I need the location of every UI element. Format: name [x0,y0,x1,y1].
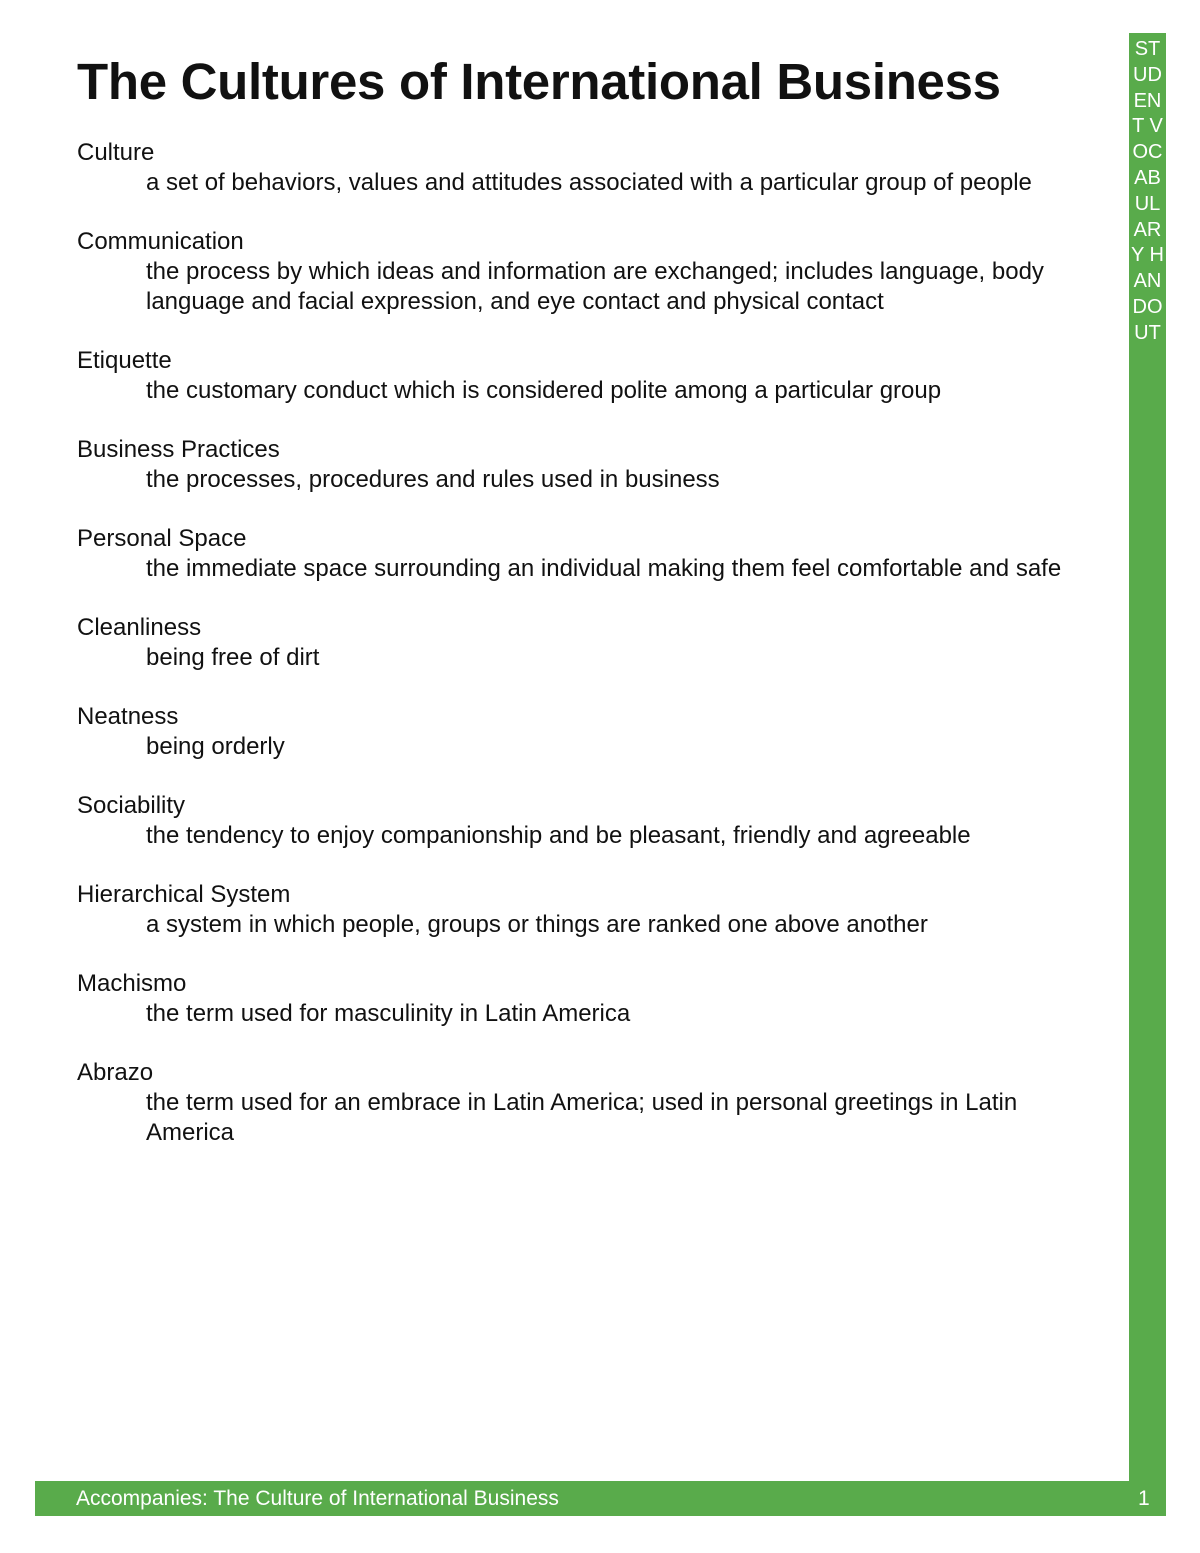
footer-text: Accompanies: The Culture of International Business [76,1487,559,1510]
vocab-entry [77,1058,1107,1148]
vocab-term: Machismo [77,970,187,997]
vocab-entry [77,880,1107,940]
vocab-term: Business Practices [77,436,280,463]
vocab-definition: the processes, procedures and rules used in business [146,466,720,493]
vocab-definition: the customary conduct which is considered polite among a particular group [146,377,942,404]
vocab-definition: the term used for masculinity in Latin America [146,1000,631,1027]
vocab-entry [77,346,1107,406]
vocab-definition: being orderly [146,733,285,760]
page-number: 1 [1138,1487,1150,1510]
vocab-term: Etiquette [77,347,172,374]
page-title: The Cultures of International Business [77,53,1001,110]
vocab-definition: a set of behaviors, values and attitudes associated with a particular group of people [146,169,1032,196]
vocab-term: Hierarchical System [77,881,291,908]
vocab-entry [77,791,1107,851]
vocab-entry [77,702,1107,762]
vocab-term: Abrazo [77,1059,154,1086]
vocab-entry [77,435,1107,495]
sidebar-label: STUDENT VOCABULARY HANDOUT [1131,38,1164,344]
sidebar-band [1129,33,1166,1481]
vocab-term: Cleanliness [77,614,202,641]
vocab-entry [77,524,1107,584]
footer-band [35,1481,1166,1516]
vocab-term: Sociability [77,792,186,819]
vocab-entry [77,969,1107,1029]
vocab-definition: the tendency to enjoy companionship and be pleasant, friendly and agreeable [146,822,971,849]
vocab-definition: a system in which people, groups or things are ranked one above another [146,911,928,938]
vocab-definition: the term used for an embrace in Latin America; used in personal greetings in Latin America [146,1089,1018,1146]
vocab-entry [77,227,1107,317]
vocab-definition: the immediate space surrounding an individual making them feel comfortable and safe [146,555,1062,582]
vocab-definition: the process by which ideas and information are exchanged; includes language, body language and facial expression, and eye contact and physical contact [146,258,1044,315]
vocab-entry [77,138,1107,198]
vocab-term: Neatness [77,703,179,730]
vocab-term: Communication [77,228,244,255]
vocab-entry [77,613,1107,673]
vocab-term: Personal Space [77,525,247,552]
vocab-term: Culture [77,139,155,166]
vocabulary-list [77,138,1107,1177]
vocab-definition: being free of dirt [146,644,320,671]
